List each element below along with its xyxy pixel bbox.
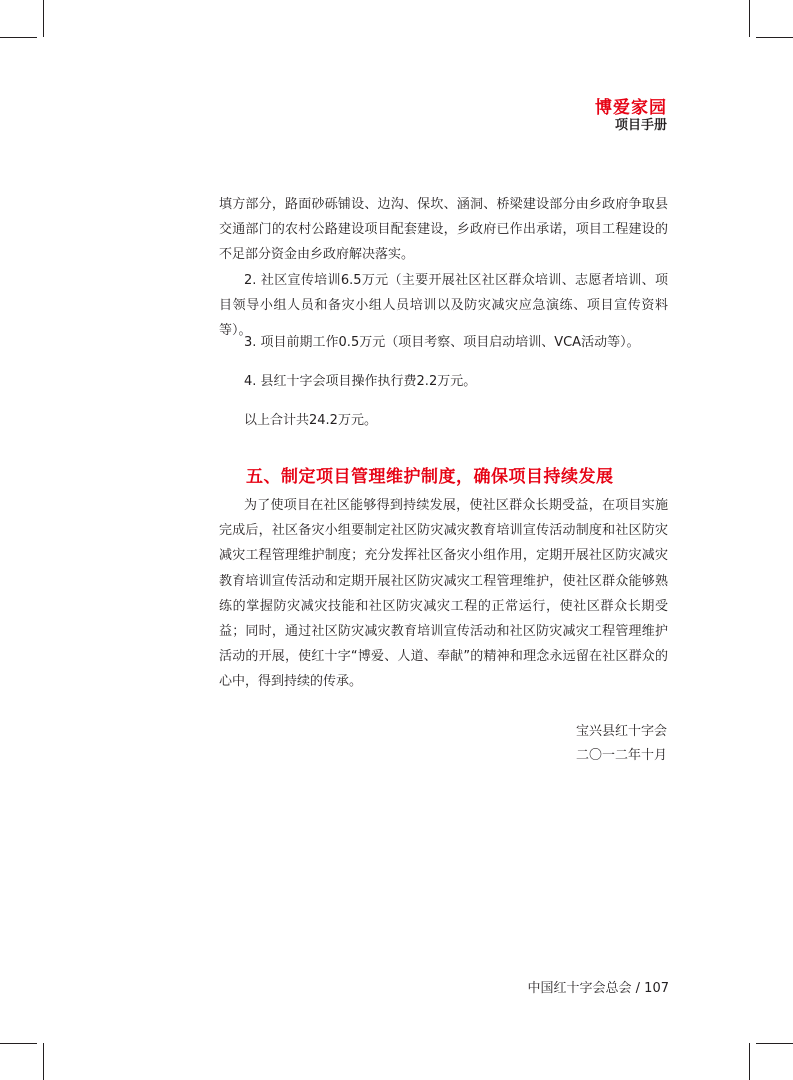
header-subtitle: 项目手册 <box>614 118 667 133</box>
crop-mark <box>756 37 793 38</box>
signature-date: 二〇一二年十月 <box>575 748 667 763</box>
body-paragraph: 填方部分，路面砂砾铺设、边沟、保坎、涵洞、桥梁建设部分由乡政府争取县交通部门的农村公路建设项目配套建设，乡政府已作出承诺，项目工程建设的不足部分资金由乡政府解决落实。 <box>219 197 668 263</box>
crop-mark <box>0 37 37 38</box>
crop-mark <box>756 1043 793 1044</box>
body-paragraph: 4. 县红十字会项目操作执行费2.2万元。 <box>244 374 477 389</box>
crop-mark <box>43 0 44 37</box>
body-paragraph: 3. 项目前期工作0.5万元（项目考察、项目启动培训、VCA活动等）。 <box>244 335 640 350</box>
body-paragraph: 以上合计共24.2万元。 <box>244 413 377 428</box>
crop-mark <box>749 0 750 37</box>
header-title: 博爱家园 <box>595 98 667 118</box>
body-paragraph: 2. 社区宣传培训6.5万元（主要开展社区社区群众培训、志愿者培训、项目领导小组人员和备灾小组人员培训以及防灾减灾应急演练、项目宣传资料等）。 <box>219 273 668 339</box>
crop-mark <box>749 1043 750 1080</box>
section-heading: 五、制定项目管理维护制度，确保项目持续发展 <box>246 467 614 487</box>
signature-org: 宝兴县红十字会 <box>575 724 667 739</box>
crop-mark <box>43 1043 44 1080</box>
body-paragraph: 为了使项目在社区能够得到持续发展，使社区群众长期受益，在项目实施完成后，社区备灾小组要制定社区防灾减灾教育培训宣传活动制度和社区防灾减灾工程管理维护制度；充分发挥社区备灾小组作用，定期开展社区防灾减灾教育培训宣传活动和定期开展社区防灾减灾工程管理维护，使社区群众能够熟练的掌握防灾减灾技能和社区防灾减灾工程的正常运行，使社区群众长期受益；同时，通过社区防灾减灾教育培训宣传活动和社区防灾减灾工程管理维护活动的开展，使红十字“博爱、人道、奉献”的精神和理念永远留在社区群众的心中，得到持续的传承。 <box>219 498 668 690</box>
crop-mark <box>0 1043 37 1044</box>
page-footer: 中国红十字会总会 / 107 <box>527 981 669 996</box>
